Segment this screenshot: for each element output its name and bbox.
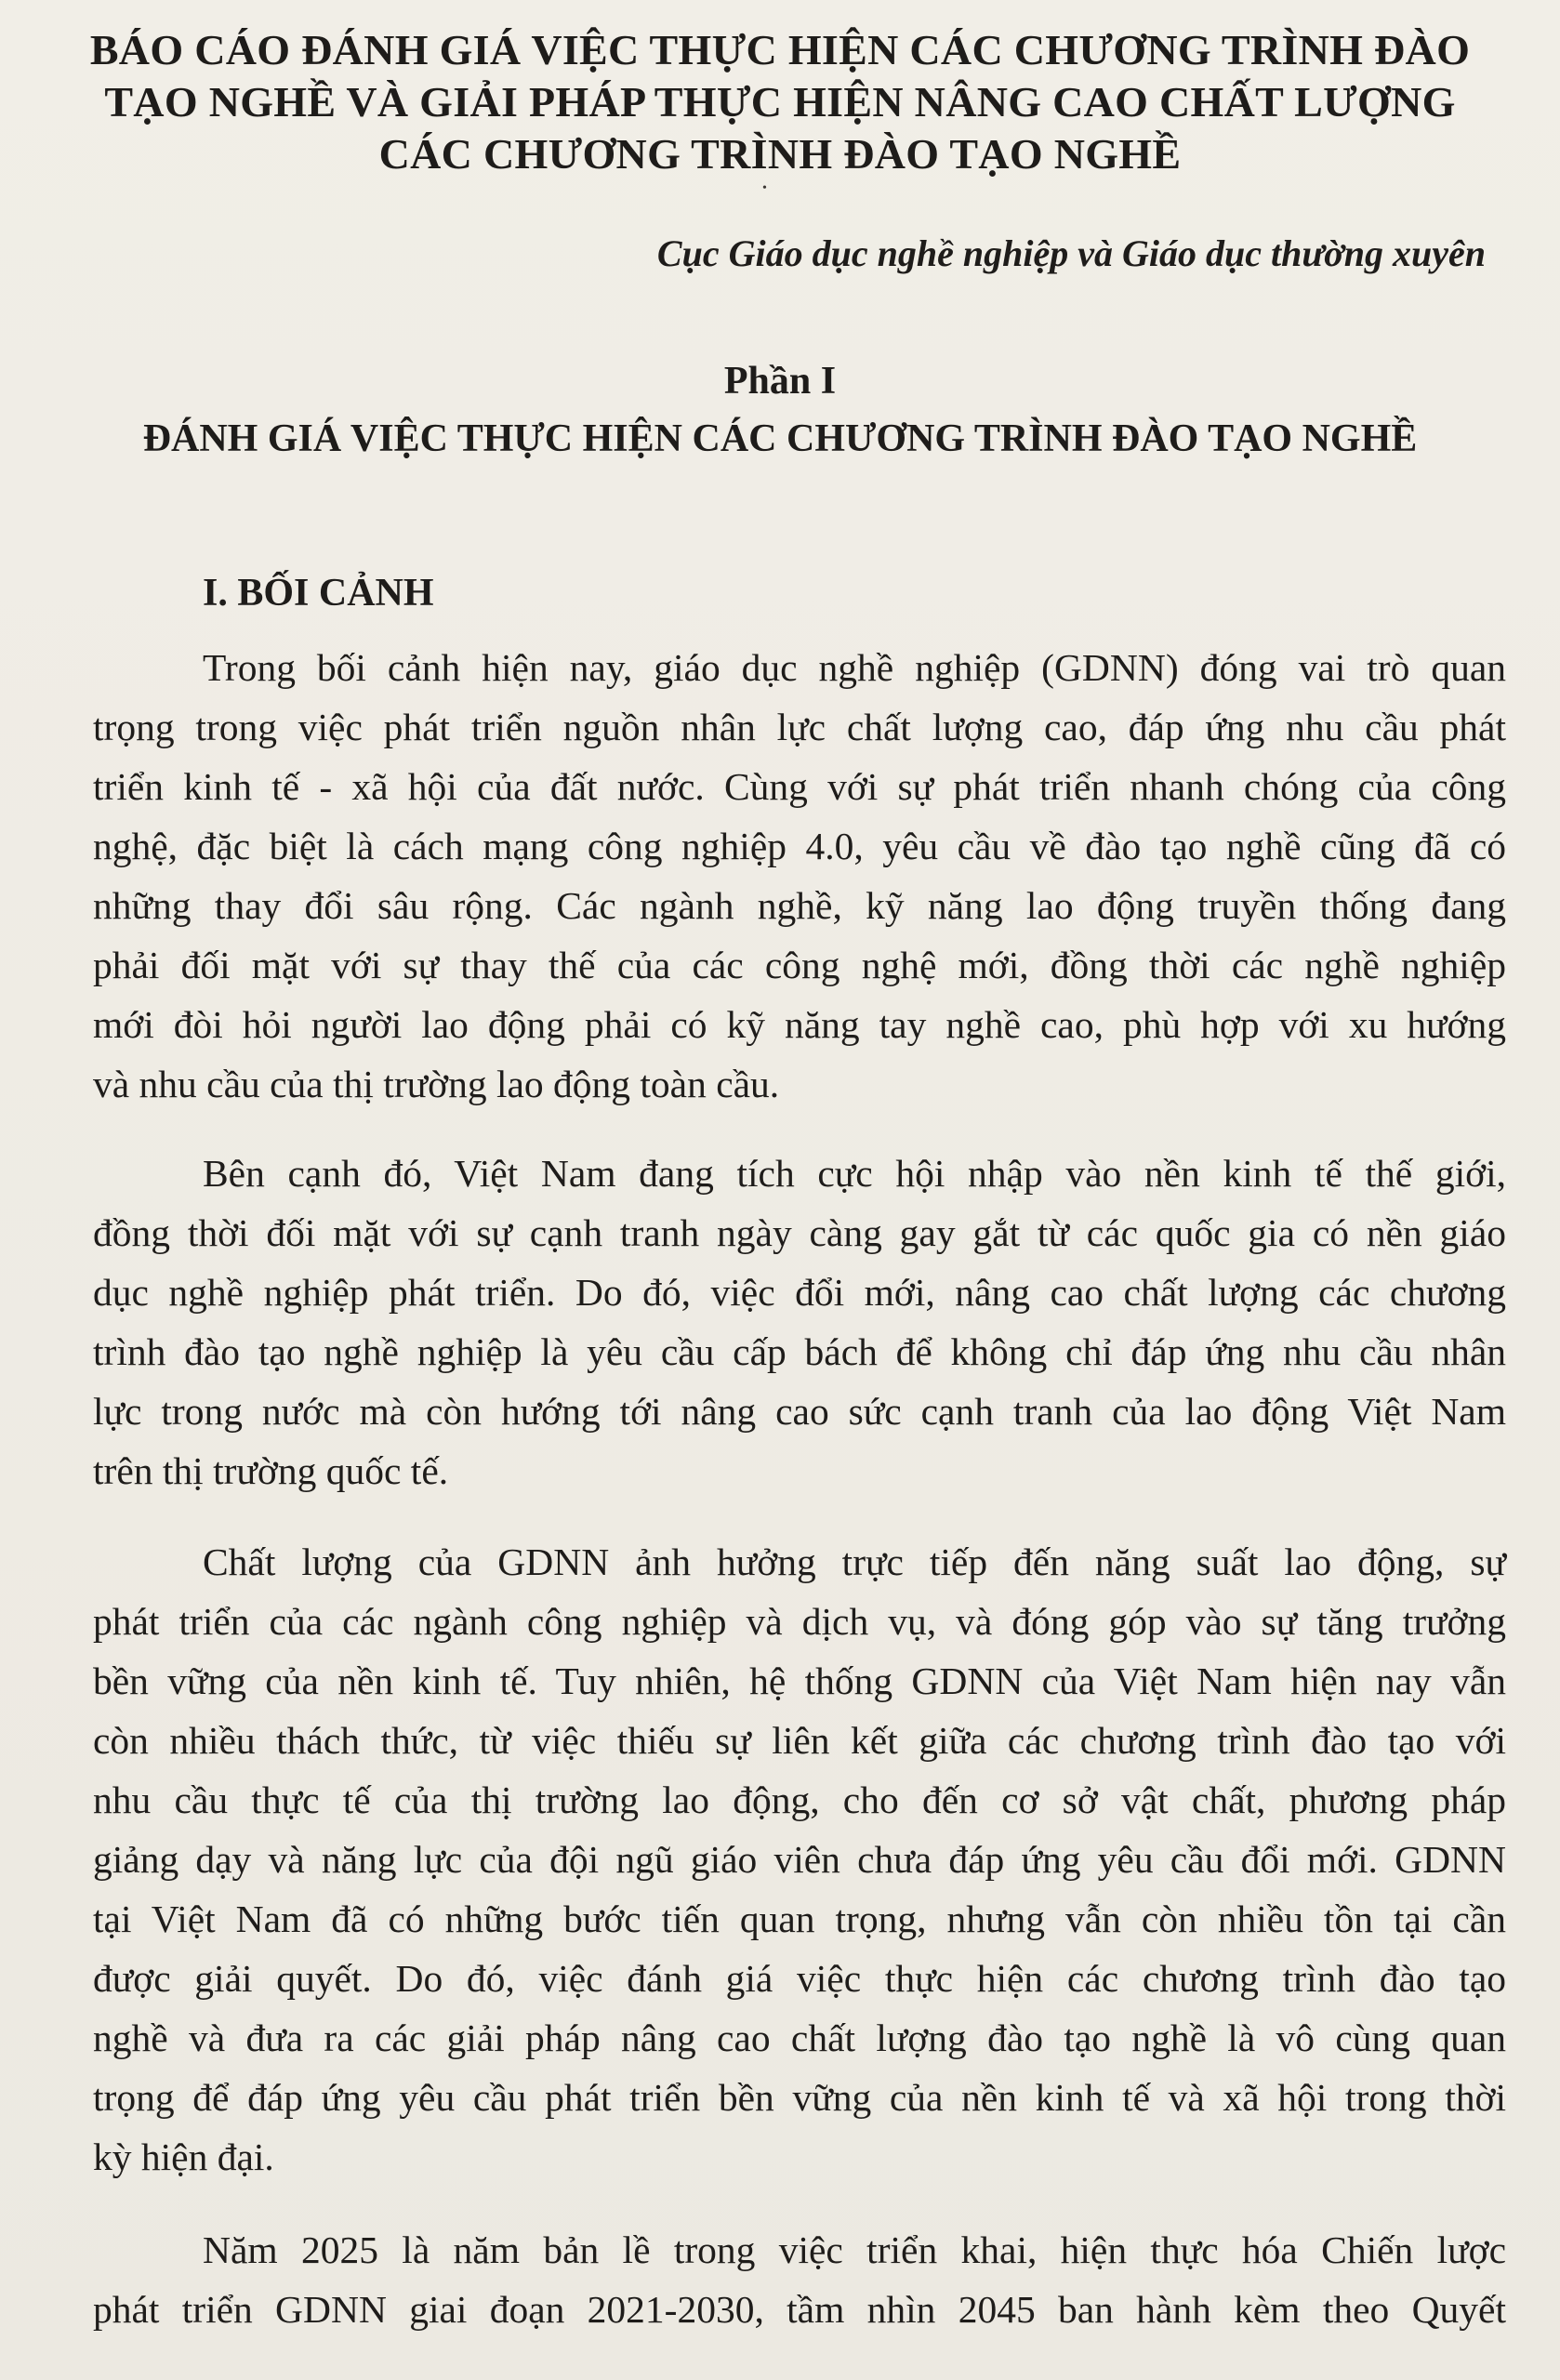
paragraph-line: bền vững của nền kinh tế. Tuy nhiên, hệ thống GDNN của Việt Nam hiện nay vẫn [93, 1659, 1506, 1702]
paragraph-line: lực trong nước mà còn hướng tới nâng cao sức cạnh tranh của lao động Việt Nam [93, 1390, 1506, 1433]
paragraph-line: được giải quyết. Do đó, việc đánh giá việc thực hiện các chương trình đào tạo [93, 1957, 1506, 2000]
paragraph-line: nghệ, đặc biệt là cách mạng công nghiệp 4.0, yêu cầu về đào tạo nghề cũng đã có [93, 825, 1506, 867]
paragraph-line: phải đối mặt với sự thay thế của các công nghệ mới, đồng thời các nghề nghiệp [93, 944, 1506, 986]
paragraph-line: trọng trong việc phát triển nguồn nhân lực chất lượng cao, đáp ứng nhu cầu phát [93, 706, 1506, 748]
paragraph-line: tại Việt Nam đã có những bước tiến quan trọng, nhưng vẫn còn nhiều tồn tại cần [93, 1897, 1506, 1940]
paragraph-line: phát triển GDNN giai đoạn 2021-2030, tầm nhìn 2045 ban hành kèm theo Quyết [93, 2288, 1506, 2331]
part-label: Phần I [723, 360, 837, 403]
section-heading: I. BỐI CẢNH [203, 572, 434, 615]
paragraph-line: còn nhiều thách thức, từ việc thiếu sự liên kết giữa các chương trình đào tạo với [93, 1719, 1506, 1762]
paragraph-line: Trong bối cảnh hiện nay, giáo dục nghề nghiệp (GDNN) đóng vai trò quan [203, 646, 1506, 689]
report-title-line-2: TẠO NGHỀ VÀ GIẢI PHÁP THỰC HIỆN NÂNG CAO CHẤT LƯỢNG [104, 78, 1456, 126]
paragraph-line: triển kinh tế - xã hội của đất nước. Cùng với sự phát triển nhanh chóng của công [93, 765, 1506, 808]
paragraph-line: giảng dạy và năng lực của đội ngũ giáo viên chưa đáp ứng yêu cầu đổi mới. GDNN [93, 1838, 1506, 1881]
paragraph-line: kỳ hiện đại. [93, 2135, 274, 2178]
title-ornament-icon: • [762, 181, 767, 195]
paragraph-line: Chất lượng của GDNN ảnh hưởng trực tiếp đến năng suất lao động, sự [203, 1540, 1506, 1583]
paragraph-line: mới đòi hỏi người lao động phải có kỹ năng tay nghề cao, phù hợp với xu hướng [93, 1003, 1506, 1046]
paragraph-line: Năm 2025 là năm bản lề trong việc triển khai, hiện thực hóa Chiến lược [203, 2228, 1506, 2271]
paragraph-line: và nhu cầu của thị trường lao động toàn cầu. [93, 1063, 780, 1105]
paragraph-line: trọng để đáp ứng yêu cầu phát triển bền vững của nền kinh tế và xã hội trong thời [93, 2076, 1506, 2119]
paragraph-line: nghề và đưa ra các giải pháp nâng cao chất lượng đào tạo nghề là vô cùng quan [93, 2016, 1506, 2059]
paragraph-line: trên thị trường quốc tế. [93, 1449, 449, 1492]
paragraph-line: đồng thời đối mặt với sự cạnh tranh ngày càng gay gắt từ các quốc gia có nền giáo [93, 1211, 1506, 1254]
paragraph-line: những thay đổi sâu rộng. Các ngành nghề, kỹ năng lao động truyền thống đang [93, 884, 1506, 927]
paragraph-line: trình đào tạo nghề nghiệp là yêu cầu cấp bách để không chỉ đáp ứng nhu cầu nhân [93, 1330, 1506, 1373]
paragraph-line: phát triển của các ngành công nghiệp và dịch vụ, và đóng góp vào sự tăng trưởng [93, 1600, 1506, 1643]
report-title-line-3: CÁC CHƯƠNG TRÌNH ĐÀO TẠO NGHỀ [378, 130, 1182, 178]
paragraph-line: dục nghề nghiệp phát triển. Do đó, việc đổi mới, nâng cao chất lượng các chương [93, 1271, 1506, 1314]
report-title-line-1: BÁO CÁO ĐÁNH GIÁ VIỆC THỰC HIỆN CÁC CHƯƠNG TRÌNH ĐÀO [89, 26, 1471, 73]
author-line: Cục Giáo dục nghề nghiệp và Giáo dục thường xuyên [656, 232, 1486, 274]
paragraph-line: Bên cạnh đó, Việt Nam đang tích cực hội nhập vào nền kinh tế thế giới, [203, 1152, 1506, 1195]
part-title: ĐÁNH GIÁ VIỆC THỰC HIỆN CÁC CHƯƠNG TRÌNH ĐÀO TẠO NGHỀ [142, 417, 1418, 460]
paragraph-line: nhu cầu thực tế của thị trường lao động, cho đến cơ sở vật chất, phương pháp [93, 1778, 1506, 1821]
